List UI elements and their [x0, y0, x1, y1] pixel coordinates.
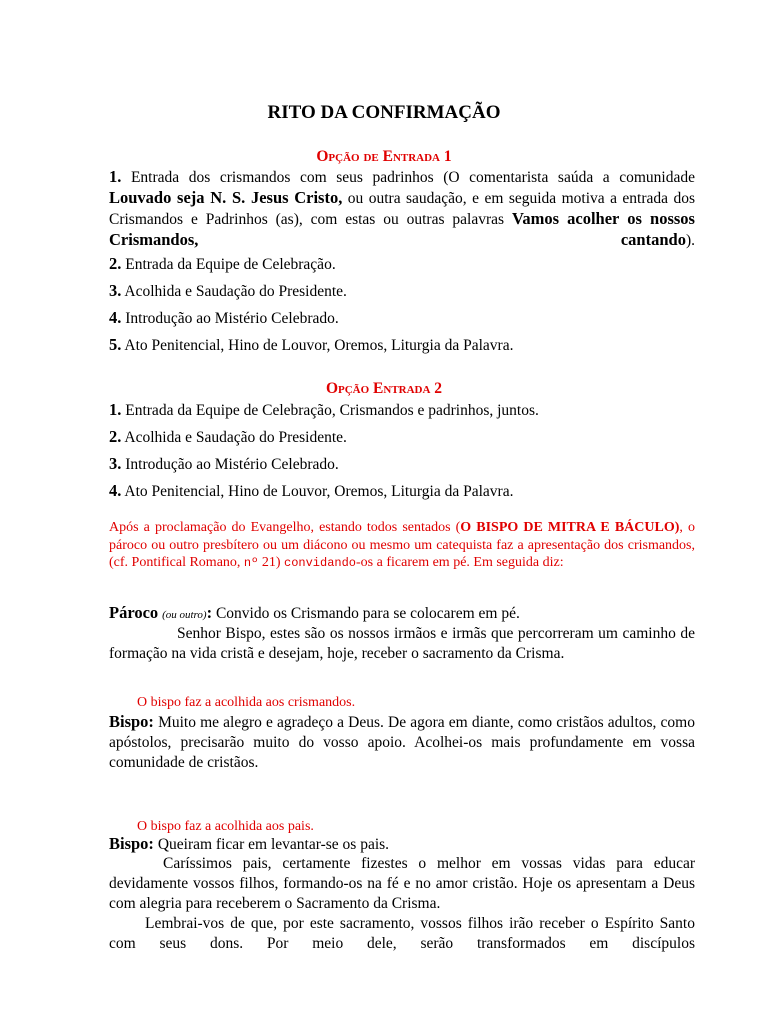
rubric-evangelho: [109, 519, 695, 573]
item-number: 2.: [109, 254, 122, 273]
opcao1-item-4: [109, 308, 695, 329]
paroco-line-1: [109, 603, 695, 625]
speaker-note: (ou outro): [162, 609, 207, 621]
opcao1-item-5: [109, 335, 695, 356]
page-title: RITO DA CONFIRMAÇÃO: [267, 102, 501, 123]
item-text: Entrada da Equipe de Celebração.: [121, 256, 336, 273]
item-text: Entrada da Equipe de Celebração, Crismandos e padrinhos, juntos.: [121, 402, 539, 419]
greeting-bold: Louvado seja N. S. Jesus Cristo,: [109, 188, 343, 207]
rubric-mono: nº: [243, 556, 259, 570]
speaker-bispo: Bispo:: [109, 834, 154, 853]
bispo-text: Caríssimos pais, certamente fizestes o melhor em vossas vidas para educar devidamente vossos filhos, formando-os na fé e no amor cristão. Hoje os apresentam a Deus com alegria para receberem o Sacramento da Crisma.: [109, 855, 695, 912]
paroco-text: Senhor Bispo, estes são os nossos irmãos e irmãs que percorreram um caminho de formação na vida cristã e desejam, hoje, receber o sacramento da Crisma.: [109, 625, 695, 662]
item-number: 5.: [109, 335, 122, 354]
rubric-text: Após a proclamação do Evangelho, estando todos sentados (: [109, 520, 461, 535]
item-text: Ato Penitencial, Hino de Louvor, Oremos, Liturgia da Palavra.: [121, 483, 514, 500]
rubric-text: 21): [258, 555, 284, 570]
bispo-paragraph-pais: [109, 854, 695, 914]
item-text: Ato Penitencial, Hino de Louvor, Oremos, Liturgia da Palavra.: [121, 337, 514, 354]
rubric-text: , o pároco ou outro presbítero ou um diácono ou mesmo um catequista faz a apresentação dos crismandos, (cf. Pontifical Romano,: [109, 520, 695, 570]
item-text: ou outra saudação, e em seguida motiva a entrada dos Crismandos e Padrinhos (as), com estas ou outras palavras: [109, 190, 695, 228]
rubric-acolhida-pais: O bispo faz a acolhida aos pais.: [137, 819, 314, 834]
section-heading-opcao-2: Opção Entrada 2: [325, 380, 443, 397]
item-text: Acolhida e Saudação do Presidente.: [121, 429, 347, 446]
bispo-text: Queiram ficar em levantar-se os pais.: [153, 836, 390, 853]
bispo-text: Lembrai-vos de que, por este sacramento, vossos filhos irão receber o Espírito Santo com seus dons. Por meio dele, serão transformados em discípulos: [109, 915, 695, 952]
item-text: ).: [685, 232, 695, 249]
item-text: Introdução ao Mistério Celebrado.: [121, 310, 339, 327]
rubric-acolhida-crismandos: O bispo faz a acolhida aos crismandos.: [137, 695, 356, 710]
opcao2-item-3: [109, 454, 695, 475]
item-number: 2.: [109, 427, 122, 446]
opcao1-item-3: [109, 281, 695, 302]
speaker-colon: :: [206, 603, 213, 622]
paroco-paragraph: [109, 624, 695, 664]
rubric-bold: O BISPO DE MITRA E BÁCULO): [460, 520, 680, 535]
item-number: 4.: [109, 308, 122, 327]
item-text: Acolhida e Saudação do Presidente.: [121, 283, 347, 300]
opcao2-item-1: [109, 400, 695, 421]
item-number: 1.: [109, 400, 122, 419]
item-number: 3.: [109, 281, 122, 300]
opcao2-item-2: [109, 427, 695, 448]
bispo-paragraph-1: [109, 712, 695, 773]
opcao2-item-4: [109, 481, 695, 502]
item-text: Entrada dos crismandos com seus padrinhos (O comentarista saúda a comunidade: [121, 169, 695, 186]
item-number: 1.: [109, 167, 122, 186]
rubric-text: -os a ficarem em pé. Em seguida diz:: [356, 555, 564, 570]
opcao1-item-1: [109, 167, 695, 251]
bispo-line-pais: [109, 834, 695, 855]
item-number: 4.: [109, 481, 122, 500]
section-heading-opcao-1: Opção de Entrada 1: [316, 148, 452, 165]
item-text: Introdução ao Mistério Celebrado.: [121, 456, 339, 473]
paroco-text: Convido os Crismando para se colocarem em pé.: [212, 605, 520, 622]
speaker-bispo: Bispo:: [109, 712, 154, 731]
speaker-paroco: Pároco: [109, 603, 159, 622]
item-number: 3.: [109, 454, 122, 473]
rubric-mono: convidando: [284, 556, 357, 570]
bispo-paragraph-espirito: [109, 914, 695, 954]
bispo-text: Muito me alegro e agradeço a Deus. De agora em diante, como cristãos adultos, como apóstolos, precisarão muito do vosso apoio. Acolhei-os mais profundamente em vossa comunidade de cristãos.: [109, 714, 695, 771]
opcao1-item-2: [109, 254, 695, 275]
invitation-bold: Vamos acolher os nossos Crismandos, cantando: [109, 209, 695, 249]
